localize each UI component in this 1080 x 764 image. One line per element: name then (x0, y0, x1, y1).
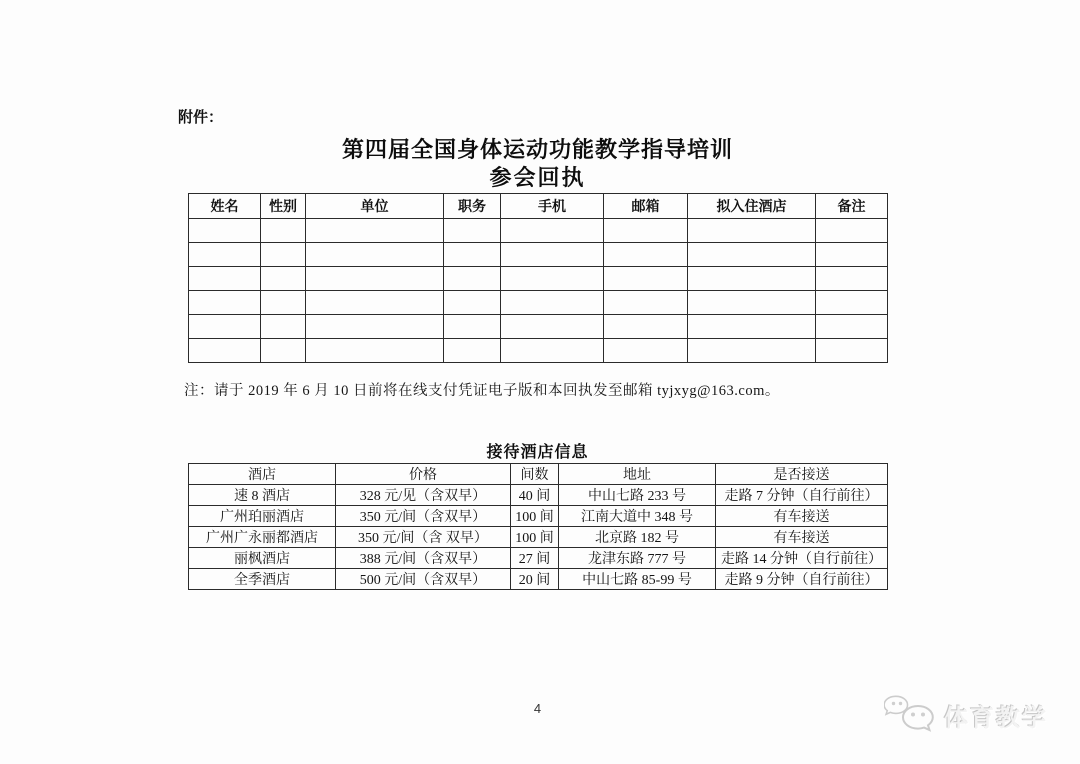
empty-cell (688, 219, 816, 243)
empty-cell (261, 291, 306, 315)
empty-cell (604, 291, 688, 315)
table-cell: 北京路 182 号 (559, 527, 716, 548)
empty-cell (444, 291, 501, 315)
empty-cell (444, 219, 501, 243)
empty-cell (444, 267, 501, 291)
hotel-table (188, 463, 888, 590)
document-subtitle: 参会回执 (489, 165, 586, 190)
table-cell: 龙津东路 777 号 (559, 548, 716, 569)
table-row (189, 219, 888, 243)
empty-cell (604, 243, 688, 267)
table-row (189, 291, 888, 315)
empty-cell (501, 219, 604, 243)
column-header: 单位 (306, 194, 444, 219)
table-cell: 350 元/间（含 双早） (336, 527, 511, 548)
empty-cell (306, 243, 444, 267)
empty-cell (501, 291, 604, 315)
column-header: 手机 (501, 194, 604, 219)
empty-cell (604, 219, 688, 243)
column-header: 拟入住酒店 (688, 194, 816, 219)
table-row (189, 506, 888, 527)
empty-cell (261, 219, 306, 243)
table-row (189, 315, 888, 339)
empty-cell (444, 315, 501, 339)
reply-table-header-row (189, 194, 888, 219)
watermark (884, 694, 1048, 736)
empty-cell (688, 291, 816, 315)
empty-cell (189, 219, 261, 243)
empty-cell (816, 243, 888, 267)
empty-cell (688, 243, 816, 267)
document-title: 第四届全国身体运动功能教学指导培训 (341, 137, 733, 162)
table-cell: 350 元/间（含双早） (336, 506, 511, 527)
empty-cell (501, 267, 604, 291)
table-row (189, 267, 888, 291)
empty-cell (189, 291, 261, 315)
table-cell: 中山七路 233 号 (559, 485, 716, 506)
empty-cell (306, 291, 444, 315)
table-row (189, 569, 888, 590)
table-row (189, 548, 888, 569)
document-title-block (188, 136, 887, 192)
table-cell: 100 间 (511, 527, 559, 548)
reply-table-body (189, 194, 888, 363)
empty-cell (816, 267, 888, 291)
table-cell: 328 元/见（含双早） (336, 485, 511, 506)
empty-cell (816, 219, 888, 243)
empty-cell (306, 219, 444, 243)
table-cell: 中山七路 85-99 号 (559, 569, 716, 590)
empty-cell (688, 267, 816, 291)
page-number: 4 (533, 701, 542, 716)
empty-cell (189, 267, 261, 291)
column-header: 价格 (336, 464, 511, 485)
empty-cell (261, 339, 306, 363)
table-cell: 有车接送 (716, 527, 888, 548)
table-row (189, 485, 888, 506)
table-cell: 388 元/间（含双早） (336, 548, 511, 569)
table-row (189, 527, 888, 548)
empty-cell (306, 267, 444, 291)
table-cell: 广州广永丽都酒店 (189, 527, 336, 548)
table-cell: 江南大道中 348 号 (559, 506, 716, 527)
attachment-label: 附件： (178, 109, 224, 126)
empty-cell (189, 339, 261, 363)
table-cell: 27 间 (511, 548, 559, 569)
table-cell: 速 8 酒店 (189, 485, 336, 506)
column-header: 地址 (559, 464, 716, 485)
column-header: 职务 (444, 194, 501, 219)
column-header: 间数 (511, 464, 559, 485)
empty-cell (261, 315, 306, 339)
empty-cell (501, 243, 604, 267)
column-header: 酒店 (189, 464, 336, 485)
empty-cell (444, 339, 501, 363)
reply-table (188, 193, 888, 363)
empty-cell (816, 339, 888, 363)
column-header: 姓名 (189, 194, 261, 219)
column-header: 性别 (261, 194, 306, 219)
empty-cell (306, 339, 444, 363)
table-cell: 全季酒店 (189, 569, 336, 590)
empty-cell (501, 339, 604, 363)
empty-cell (261, 267, 306, 291)
empty-cell (688, 315, 816, 339)
wechat-icon (884, 694, 940, 736)
empty-cell (604, 339, 688, 363)
empty-cell (306, 315, 444, 339)
empty-cell (688, 339, 816, 363)
table-row (189, 339, 888, 363)
empty-cell (501, 315, 604, 339)
empty-cell (604, 267, 688, 291)
empty-cell (189, 243, 261, 267)
empty-cell (816, 291, 888, 315)
watermark-text: 体育教学 (944, 704, 1048, 732)
column-header: 邮箱 (604, 194, 688, 219)
table-cell: 丽枫酒店 (189, 548, 336, 569)
table-row (189, 243, 888, 267)
table-cell: 走路 14 分钟（自行前往） (716, 548, 888, 569)
table-cell: 500 元/间（含双早） (336, 569, 511, 590)
empty-cell (261, 243, 306, 267)
table-cell: 40 间 (511, 485, 559, 506)
column-header: 备注 (816, 194, 888, 219)
empty-cell (604, 315, 688, 339)
table-cell: 走路 7 分钟（自行前往） (716, 485, 888, 506)
empty-cell (189, 315, 261, 339)
hotel-table-body (189, 464, 888, 590)
note-text: 注：请于 2019 年 6 月 10 日前将在线支付凭证电子版和本回执发至邮箱 tyjxyg@163.com。 (184, 383, 780, 399)
table-cell: 100 间 (511, 506, 559, 527)
table-cell: 20 间 (511, 569, 559, 590)
column-header: 是否接送 (716, 464, 888, 485)
empty-cell (444, 243, 501, 267)
hotel-info-title: 接待酒店信息 (486, 444, 589, 461)
empty-cell (816, 315, 888, 339)
table-cell: 走路 9 分钟（自行前往） (716, 569, 888, 590)
table-cell: 有车接送 (716, 506, 888, 527)
table-cell: 广州珀丽酒店 (189, 506, 336, 527)
hotel-table-header-row (189, 464, 888, 485)
